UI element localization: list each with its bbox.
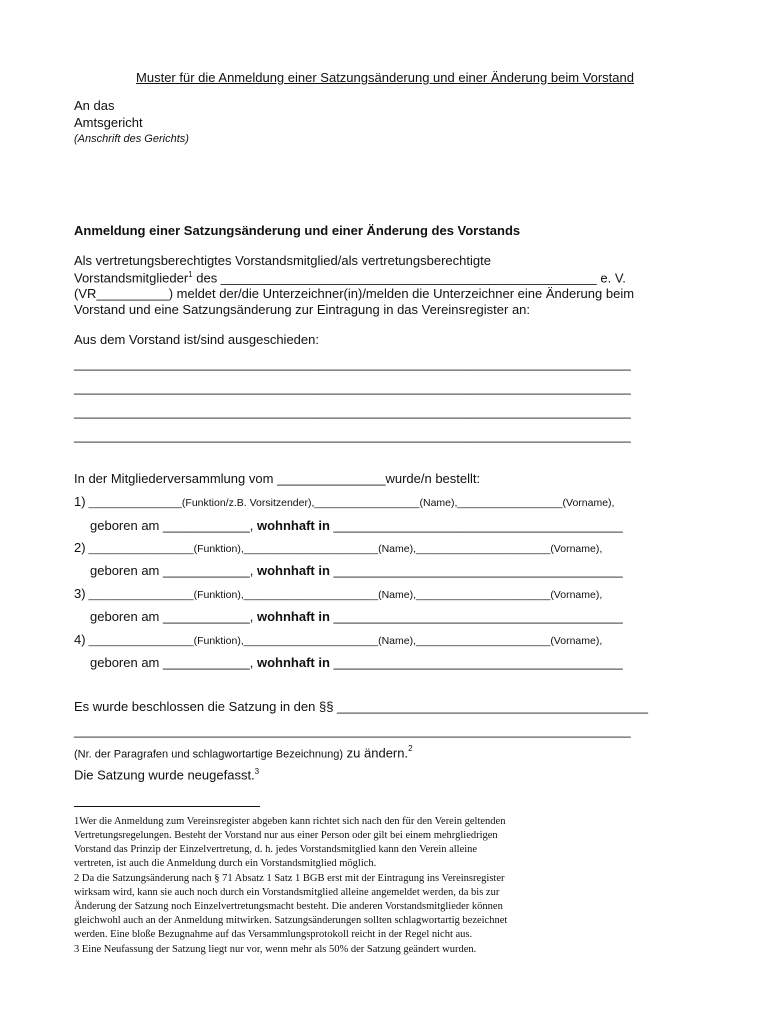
intro-line-3: (VR__________) meldet der/die Unterzeichner(in)/melden die Unterzeichner eine Änderung beim	[74, 286, 635, 301]
birth-date-field: geboren am ____________,	[90, 609, 257, 624]
member-row	[74, 540, 602, 555]
footnote-divider	[74, 806, 260, 807]
footnote-line: 3 Eine Neufassung der Satzung liegt nur vor, wenn mehr als 50% der Satzung geändert wurden.	[74, 944, 477, 955]
document-title: Muster für die Anmeldung einer Satzungsänderung und einer Änderung beim Vorstand	[136, 70, 634, 85]
intro-line-1: Als vertretungsberechtigtes Vorstandsmitglied/als vertretungsberechtigte	[74, 253, 491, 268]
removed-blank-line: _____________________________________________________________________________	[74, 428, 631, 443]
section-heading: Anmeldung einer Satzungsänderung und einer Änderung des Vorstands	[74, 223, 521, 238]
residence-field: ________________________________________	[329, 518, 623, 533]
residence-label: wohnhaft in	[256, 609, 330, 624]
removed-blank-line: _____________________________________________________________________________	[74, 380, 631, 395]
resolution-line-2: _____________________________________________________________________________	[74, 723, 631, 738]
elected-label: In der Mitgliederversammlung vom _______________wurde/n bestellt:	[74, 471, 481, 486]
member-number: 2)	[74, 540, 86, 555]
member-row	[74, 494, 614, 509]
footnote-line: Änderung der Satzung noch Einzelvertretungsmacht besteht. Die anderen Vorstandsmitglieder können	[74, 901, 503, 912]
new-version-text: Die Satzung wurde neugefasst.	[74, 767, 255, 783]
member-row	[74, 586, 602, 601]
resolution-line-3	[74, 744, 413, 762]
footnote-line: 2 Da die Satzungsänderung nach § 71 Absatz 1 Satz 1 BGB erst mit der Eintragung ins Vereinsregister	[74, 873, 505, 884]
residence-field: ________________________________________	[329, 563, 623, 578]
footnote-line: vertreten, ist auch die Anmeldung durch ein Vorstandsmitglied möglich.	[74, 858, 377, 869]
member-number: 4)	[74, 632, 86, 647]
residence-label: wohnhaft in	[256, 655, 330, 670]
footnote-ref-2: 2	[408, 744, 413, 753]
residence-label: wohnhaft in	[256, 563, 330, 578]
residence-field: ________________________________________	[329, 655, 623, 670]
removed-label: Aus dem Vorstand ist/sind ausgeschieden:	[74, 332, 319, 347]
footnote-line: werden. Eine bloße Bezugnahme auf das Versammlungsprotokoll reicht in der Regel nicht aus.	[74, 929, 473, 940]
footnote-ref-1: 1	[188, 270, 193, 279]
birth-date-field: geboren am ____________,	[90, 518, 257, 533]
removed-blank-line: _____________________________________________________________________________	[74, 404, 631, 419]
footnote-line: Vorstand das Prinzip der Einzelvertretung, d. h. jedes Vorstandsmitglied kann den Verein alleine	[74, 844, 478, 855]
birth-date-field: geboren am ____________,	[90, 563, 257, 578]
resolution-line-1: Es wurde beschlossen die Satzung in den §§ ___________________________________________	[74, 699, 648, 714]
intro-line-2a: Vorstandsmitglieder	[74, 270, 189, 286]
footnote-line: 1Wer die Anmeldung zum Vereinsregister abgeben kann richtet sich nach den für den Verein geltenden	[74, 816, 506, 827]
address-hint: (Anschrift des Gerichts)	[74, 133, 189, 145]
member-birth-residence	[90, 518, 623, 533]
new-version-line	[74, 767, 259, 782]
change-text: zu ändern.	[343, 745, 409, 761]
intro-line-2b: des ____________________________________________________ e. V.	[192, 270, 626, 286]
birth-date-field: geboren am ____________,	[90, 655, 257, 670]
member-birth-residence	[90, 609, 623, 624]
removed-blank-line: _____________________________________________________________________________	[74, 356, 631, 371]
member-row	[74, 632, 602, 647]
footnote-line: gleichwohl auch an der Anmeldung mitwirken. Satzungsänderungen sollten schlagwortartig bezeichnet	[74, 915, 508, 926]
address-line-2: Amtsgericht	[74, 115, 143, 130]
member-number: 1)	[74, 494, 86, 509]
member-fields: ________________(Funktion/z.B. Vorsitzender),__________________(Name),__________________(Vorname),	[85, 497, 615, 509]
member-fields: __________________(Funktion),_______________________(Name),_______________________(Vorname),	[85, 543, 603, 555]
member-number: 3)	[74, 586, 86, 601]
residence-label: wohnhaft in	[256, 518, 330, 533]
member-birth-residence	[90, 655, 623, 670]
member-fields: __________________(Funktion),_______________________(Name),_______________________(Vorname),	[85, 635, 603, 647]
address-line-1: An das	[74, 98, 115, 113]
member-fields: __________________(Funktion),_______________________(Name),_______________________(Vorname),	[85, 589, 603, 601]
intro-line-4: Vorstand und eine Satzungsänderung zur Eintragung in das Vereinsregister an:	[74, 302, 531, 317]
paragraph-hint: (Nr. der Paragrafen und schlagwortartige Bezeichnung)	[74, 748, 344, 761]
intro-line-2	[74, 270, 626, 285]
footnote-line: Vertretungsregelungen. Besteht der Vorstand nur aus einer Person oder gilt bei einem mehrgliedrigen	[74, 830, 498, 841]
footnote-line: wirksam wird, kann sie auch noch durch ein Vorstandsmitglied alleine angemeldet werden, da bis zur	[74, 887, 500, 898]
footnote-ref-3: 3	[254, 767, 260, 776]
member-birth-residence	[90, 563, 623, 578]
residence-field: ________________________________________	[329, 609, 623, 624]
